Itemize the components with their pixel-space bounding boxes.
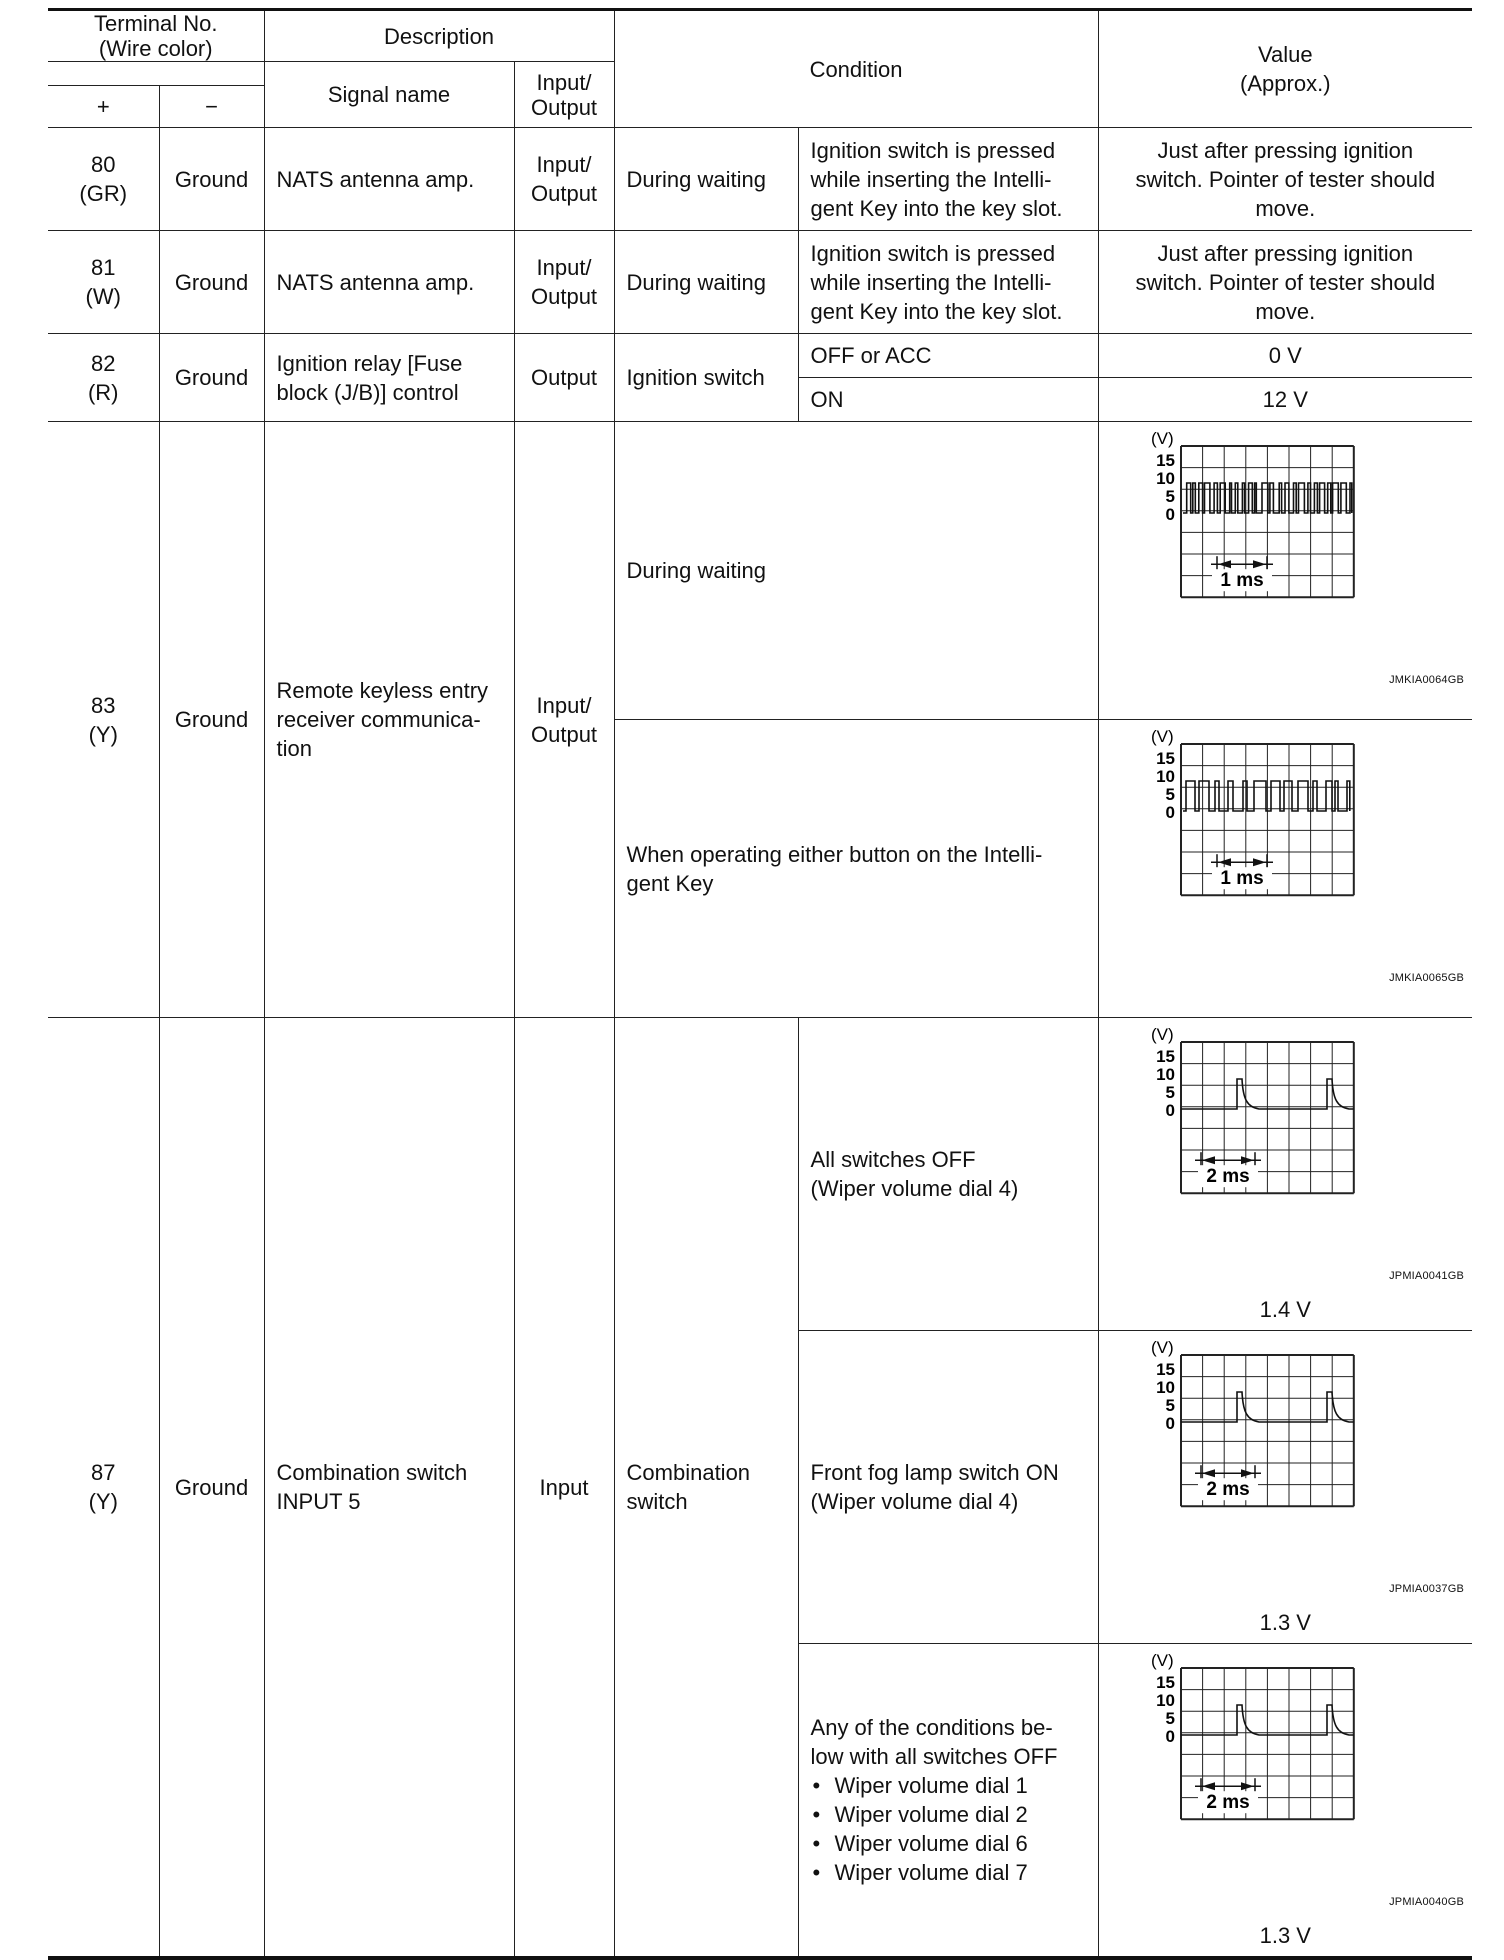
time-arrow bbox=[1202, 1156, 1215, 1164]
terminal-87: 87 (Y) bbox=[48, 1018, 159, 1959]
axis-tick-label: 0 bbox=[1165, 1727, 1175, 1746]
list-item: • Wiper volume dial 2 bbox=[811, 1800, 1086, 1829]
axis-tick-label: 0 bbox=[1165, 505, 1175, 524]
value-82-off: 0 V bbox=[1098, 334, 1472, 378]
cond-87: Combination switch bbox=[614, 1018, 798, 1959]
cond-81: During waiting bbox=[614, 231, 798, 334]
io-87: Input bbox=[514, 1018, 614, 1959]
list-item: • Wiper volume dial 1 bbox=[811, 1771, 1086, 1800]
time-arrow bbox=[1241, 1469, 1254, 1477]
header-minus: − bbox=[159, 86, 264, 128]
ground-82: Ground bbox=[159, 334, 264, 422]
signal-82: Ignition relay [Fuse block (J/B)] control bbox=[264, 334, 514, 422]
oscilloscope-graph bbox=[1147, 1341, 1403, 1573]
time-arrow bbox=[1253, 560, 1266, 568]
axis-tick-label: 15 bbox=[1155, 1673, 1175, 1692]
header-description: Description bbox=[264, 10, 614, 62]
time-arrow bbox=[1202, 1469, 1215, 1477]
header-terminal: Terminal No. (Wire color) bbox=[48, 10, 264, 62]
waveform-87-fog-on bbox=[1098, 1331, 1472, 1644]
signal-83: Remote keyless entry receiver communica- tion bbox=[264, 422, 514, 1018]
axis-tick-label: 5 bbox=[1165, 1083, 1175, 1102]
figure-id: JMKIA0065GB bbox=[1389, 972, 1465, 984]
time-label: 2 ms bbox=[1205, 1792, 1250, 1814]
subcond-82-on: ON bbox=[798, 378, 1098, 422]
axis-tick-label: 5 bbox=[1165, 487, 1175, 506]
list-item: • Wiper volume dial 7 bbox=[811, 1858, 1086, 1887]
subcond-87-all-off: All switches OFF (Wiper volume dial 4) bbox=[798, 1018, 1098, 1331]
waveform-83-waiting bbox=[1098, 422, 1472, 720]
subcond-82-off: OFF or ACC bbox=[798, 334, 1098, 378]
axis-tick-label: 15 bbox=[1155, 749, 1175, 768]
time-arrow bbox=[1202, 1782, 1215, 1790]
figure-id: JPMIA0040GB bbox=[1389, 1896, 1465, 1908]
time-label: 1 ms bbox=[1219, 570, 1264, 592]
ground-81: Ground bbox=[159, 231, 264, 334]
axis-tick-label: 10 bbox=[1155, 1691, 1175, 1710]
axis-tick-label: 15 bbox=[1155, 451, 1175, 470]
axis-unit: (V) bbox=[1150, 730, 1174, 746]
subcond-81: Ignition switch is pressed while inserting the Intelli- gent Key into the key slot. bbox=[798, 231, 1098, 334]
axis-unit: (V) bbox=[1150, 1341, 1174, 1357]
table-row bbox=[48, 231, 1472, 334]
io-83: Input/ Output bbox=[514, 422, 614, 1018]
list-item: • Wiper volume dial 6 bbox=[811, 1829, 1086, 1858]
waveform-value: 1.3 V bbox=[1259, 1923, 1311, 1948]
axis-tick-label: 10 bbox=[1155, 1378, 1175, 1397]
waveform-value: 1.3 V bbox=[1259, 1610, 1311, 1635]
dial-list bbox=[811, 1771, 1086, 1887]
value-80: Just after pressing ignition switch. Pointer of tester should move. bbox=[1098, 128, 1472, 231]
terminal-80: 80 (GR) bbox=[48, 128, 159, 231]
figure-id: JPMIA0037GB bbox=[1389, 1583, 1465, 1595]
waveform-87-dial bbox=[1098, 1644, 1472, 1959]
table-row bbox=[48, 422, 1472, 720]
subcond-80: Ignition switch is pressed while inserting the Intelli- gent Key into the key slot. bbox=[798, 128, 1098, 231]
subcond-87-dial bbox=[798, 1644, 1098, 1959]
signal-trace bbox=[1183, 483, 1352, 513]
terminal-82: 82 (R) bbox=[48, 334, 159, 422]
axis-tick-label: 15 bbox=[1155, 1360, 1175, 1379]
header-signal-name: Signal name bbox=[264, 62, 514, 128]
oscilloscope-graph bbox=[1147, 730, 1403, 962]
oscilloscope-graph bbox=[1147, 1028, 1403, 1260]
subcond-87-fog-on: Front fog lamp switch ON (Wiper volume dial 4) bbox=[798, 1331, 1098, 1644]
terminal-81: 81 (W) bbox=[48, 231, 159, 334]
io-81: Input/ Output bbox=[514, 231, 614, 334]
time-label: 2 ms bbox=[1205, 1479, 1250, 1501]
axis-tick-label: 5 bbox=[1165, 1709, 1175, 1728]
signal-81: NATS antenna amp. bbox=[264, 231, 514, 334]
ground-83: Ground bbox=[159, 422, 264, 1018]
table-row bbox=[48, 128, 1472, 231]
axis-tick-label: 10 bbox=[1155, 469, 1175, 488]
axis-unit: (V) bbox=[1150, 1654, 1174, 1670]
oscilloscope-graph bbox=[1147, 1654, 1403, 1886]
value-82-on: 12 V bbox=[1098, 378, 1472, 422]
header-io: Input/ Output bbox=[514, 62, 614, 128]
time-arrow bbox=[1241, 1156, 1254, 1164]
axis-tick-label: 10 bbox=[1155, 767, 1175, 786]
table-row bbox=[48, 1018, 1472, 1331]
terminal-spec-table bbox=[48, 8, 1472, 1960]
subcond-87-dial-intro: Any of the conditions be- low with all switches OFF bbox=[810, 1715, 1058, 1769]
waveform-87-all-off bbox=[1098, 1018, 1472, 1331]
oscilloscope-graph bbox=[1147, 432, 1403, 664]
figure-id: JPMIA0041GB bbox=[1389, 1270, 1465, 1282]
ground-80: Ground bbox=[159, 128, 264, 231]
header-plus: + bbox=[48, 86, 159, 128]
axis-tick-label: 0 bbox=[1165, 1414, 1175, 1433]
cond-83-waiting: During waiting bbox=[614, 422, 1098, 720]
ground-87: Ground bbox=[159, 1018, 264, 1959]
waveform-value: 1.4 V bbox=[1259, 1297, 1311, 1322]
axis-tick-label: 0 bbox=[1165, 1101, 1175, 1120]
signal-trace bbox=[1183, 781, 1350, 811]
terminal-83: 83 (Y) bbox=[48, 422, 159, 1018]
header-condition: Condition bbox=[614, 10, 1098, 128]
time-arrow bbox=[1253, 858, 1266, 866]
time-label: 2 ms bbox=[1205, 1166, 1250, 1188]
axis-tick-label: 5 bbox=[1165, 785, 1175, 804]
time-label: 1 ms bbox=[1219, 868, 1264, 890]
axis-unit: (V) bbox=[1150, 432, 1174, 448]
axis-tick-label: 0 bbox=[1165, 803, 1175, 822]
cond-83-operating: When operating either button on the Intelli- gent Key bbox=[614, 720, 1098, 1018]
io-80: Input/ Output bbox=[514, 128, 614, 231]
header-terminal-spacer bbox=[48, 62, 264, 86]
axis-tick-label: 15 bbox=[1155, 1047, 1175, 1066]
axis-tick-label: 10 bbox=[1155, 1065, 1175, 1084]
figure-id: JMKIA0064GB bbox=[1389, 674, 1465, 686]
cond-80: During waiting bbox=[614, 128, 798, 231]
axis-unit: (V) bbox=[1150, 1028, 1174, 1044]
value-81: Just after pressing ignition switch. Pointer of tester should move. bbox=[1098, 231, 1472, 334]
time-arrow bbox=[1241, 1782, 1254, 1790]
header-value: Value (Approx.) bbox=[1098, 10, 1472, 128]
axis-tick-label: 5 bbox=[1165, 1396, 1175, 1415]
waveform-83-operating bbox=[1098, 720, 1472, 1018]
cond-82: Ignition switch bbox=[614, 334, 798, 422]
table-row bbox=[48, 334, 1472, 378]
signal-87: Combination switch INPUT 5 bbox=[264, 1018, 514, 1959]
signal-80: NATS antenna amp. bbox=[264, 128, 514, 231]
io-82: Output bbox=[514, 334, 614, 422]
